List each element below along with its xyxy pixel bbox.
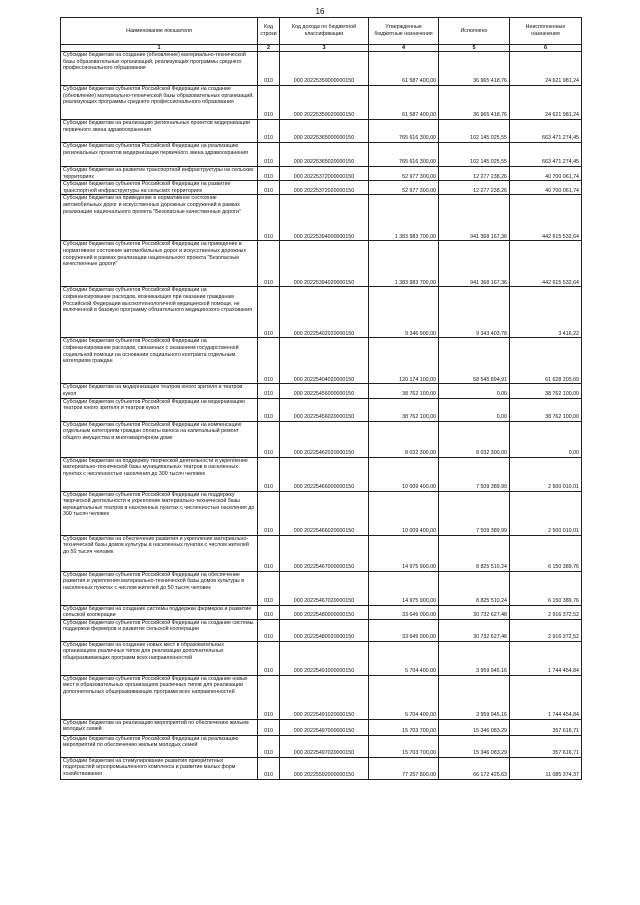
- table-row: [61, 86, 582, 120]
- row-unexecuted: 24 621 981,24: [510, 86, 582, 120]
- column-number: 6: [510, 45, 582, 52]
- row-approved: 52 977 300,00: [369, 181, 439, 195]
- row-code: 010: [258, 143, 280, 167]
- row-executed: 15 346 083,29: [439, 719, 510, 735]
- row-executed: 12 277 238,26: [439, 181, 510, 195]
- table-row: [61, 181, 582, 195]
- row-code: 010: [258, 384, 280, 398]
- row-name: Субсидии бюджетам на реализацию мероприятий по обеспечению жильем молодых семей: [61, 719, 258, 735]
- row-unexecuted: 0,00: [510, 421, 582, 457]
- row-kbk: 000 20225467000000150: [280, 535, 369, 571]
- row-name: Субсидии бюджетам субъектов Российской Федерации на приведение в нормативное состояние автомобильных дорог и искусственных дорожных сооружений в рамках реализации национального проекта "Безопасные качественные дороги": [61, 241, 258, 287]
- row-unexecuted: 2 500 010,01: [510, 457, 582, 491]
- row-unexecuted: 38 762 100,00: [510, 398, 582, 421]
- column-number-row: [61, 45, 582, 52]
- row-name: Субсидии бюджетам на приведение в нормативное состояние автомобильных дорог и искусственных дорожных сооружений в рамках реализации национального проекта "Безопасные качественные дороги": [61, 195, 258, 241]
- row-name: Субсидии бюджетам на модернизацию театров юного зрителя и театров кукол: [61, 384, 258, 398]
- row-kbk: 000 20225480000000150: [280, 605, 369, 619]
- row-name: Субсидии бюджетам на создание новых мест в образовательных организациях различных типов для реализации дополнительных общеразвивающих программ всех направленностей: [61, 641, 258, 675]
- row-name: Субсидии бюджетам субъектов Российской Федерации на реализацию региональных проектов модернизации первичного звена здравоохранения: [61, 143, 258, 167]
- row-executed: 58 545 894,91: [439, 338, 510, 384]
- row-executed: 102 145 025,55: [439, 143, 510, 167]
- row-approved: 15 703 700,00: [369, 719, 439, 735]
- row-kbk: 000 20225372000000150: [280, 167, 369, 181]
- row-unexecuted: 442 615 532,64: [510, 241, 582, 287]
- row-executed: 3 959 945,16: [439, 675, 510, 719]
- table-row: [61, 195, 582, 241]
- budget-execution-table: [60, 17, 582, 780]
- row-unexecuted: 442 615 532,64: [510, 195, 582, 241]
- row-code: 010: [258, 86, 280, 120]
- row-approved: 52 977 300,00: [369, 167, 439, 181]
- table-row: [61, 384, 582, 398]
- header-unexecuted: Неисполненные назначения: [510, 18, 582, 45]
- header-classification: Код дохода по бюджетной классификации: [280, 18, 369, 45]
- row-code: 010: [258, 52, 280, 86]
- row-code: 010: [258, 167, 280, 181]
- row-approved: 765 616 300,00: [369, 120, 439, 143]
- row-executed: 7 509 389,99: [439, 457, 510, 491]
- row-approved: 1 383 983 700,00: [369, 241, 439, 287]
- row-name: Субсидии бюджетам на реализацию региональных проектов модернизации первичного звена здравоохранения: [61, 120, 258, 143]
- row-kbk: 000 20225467020000150: [280, 571, 369, 605]
- row-unexecuted: 11 085 374,37: [510, 757, 582, 779]
- table-row: [61, 52, 582, 86]
- row-name: Субсидии бюджетам субъектов Российской Федерации на поддержку творческой деятельности и укрепление материально-технической базы муниципальных театров в населенных пунктах с численностью населения до 300 тысяч человек: [61, 491, 258, 535]
- table-row: [61, 605, 582, 619]
- row-unexecuted: 1 744 454,84: [510, 675, 582, 719]
- row-approved: 5 704 400,00: [369, 641, 439, 675]
- row-approved: 9 346 900,00: [369, 287, 439, 338]
- row-unexecuted: 2 916 372,52: [510, 619, 582, 641]
- row-unexecuted: 40 700 061,74: [510, 167, 582, 181]
- row-executed: 3 959 945,16: [439, 641, 510, 675]
- row-kbk: 000 20225394000000150: [280, 195, 369, 241]
- row-approved: 14 975 900,00: [369, 571, 439, 605]
- row-kbk: 000 20225372020000150: [280, 181, 369, 195]
- row-code: 010: [258, 195, 280, 241]
- row-name: Субсидии бюджетам субъектов Российской Федерации на создание новых мест в образовательных организациях различных типов для реализации дополнительных общеразвивающих программ всех направленностей: [61, 675, 258, 719]
- row-executed: 66 172 425,63: [439, 757, 510, 779]
- row-code: 010: [258, 675, 280, 719]
- table-row: [61, 757, 582, 779]
- row-kbk: 000 20225497020000150: [280, 735, 369, 757]
- row-approved: 61 587 400,00: [369, 86, 439, 120]
- row-kbk: 000 20225466000000150: [280, 457, 369, 491]
- row-kbk: 000 20225462020000150: [280, 421, 369, 457]
- row-code: 010: [258, 571, 280, 605]
- column-number: 3: [280, 45, 369, 52]
- table-row: [61, 457, 582, 491]
- row-executed: 30 732 627,48: [439, 619, 510, 641]
- row-unexecuted: 2 916 372,52: [510, 605, 582, 619]
- table-row: [61, 735, 582, 757]
- row-kbk: 000 20225365020000150: [280, 143, 369, 167]
- column-number: 1: [61, 45, 258, 52]
- row-code: 010: [258, 491, 280, 535]
- row-kbk: 000 20225365000000150: [280, 120, 369, 143]
- row-executed: 36 965 418,76: [439, 52, 510, 86]
- row-name: Субсидии бюджетам на создание системы поддержки фермеров и развитие сельской кооперации: [61, 605, 258, 619]
- row-approved: 1 383 983 700,00: [369, 195, 439, 241]
- row-executed: 941 368 167,36: [439, 241, 510, 287]
- row-unexecuted: 2 500 010,01: [510, 491, 582, 535]
- row-code: 010: [258, 619, 280, 641]
- row-kbk: 000 20225394020000150: [280, 241, 369, 287]
- row-code: 010: [258, 398, 280, 421]
- row-code: 010: [258, 641, 280, 675]
- row-code: 010: [258, 535, 280, 571]
- row-name: Субсидии бюджетам субъектов Российской Федерации на создание системы поддержки фермеров и развитие сельской кооперации: [61, 619, 258, 641]
- row-code: 010: [258, 181, 280, 195]
- row-approved: 33 649 000,00: [369, 619, 439, 641]
- row-executed: 0,00: [439, 384, 510, 398]
- table-header-row: [61, 18, 582, 45]
- row-code: 010: [258, 605, 280, 619]
- row-executed: 8 825 510,24: [439, 571, 510, 605]
- row-kbk: 000 20225456000000150: [280, 384, 369, 398]
- row-name: Субсидии бюджетам на создание (обновление) материально-технической базы образовательных организаций, реализующих программы среднего профессионального образования: [61, 52, 258, 86]
- row-kbk: 000 20225404020000150: [280, 338, 369, 384]
- row-kbk: 000 20225491020000150: [280, 675, 369, 719]
- row-unexecuted: 24 621 981,24: [510, 52, 582, 86]
- table-row: [61, 675, 582, 719]
- row-name: Субсидии бюджетам субъектов Российской Федерации на модернизацию театров юного зрителя и театров кукол: [61, 398, 258, 421]
- row-approved: 38 762 100,00: [369, 384, 439, 398]
- header-name: Наименование показателя: [61, 18, 258, 45]
- row-code: 010: [258, 421, 280, 457]
- row-kbk: 000 20225466020000150: [280, 491, 369, 535]
- row-code: 010: [258, 241, 280, 287]
- row-executed: 30 732 627,48: [439, 605, 510, 619]
- row-code: 010: [258, 719, 280, 735]
- row-unexecuted: 6 150 389,76: [510, 535, 582, 571]
- row-code: 010: [258, 120, 280, 143]
- row-approved: 77 257 800,00: [369, 757, 439, 779]
- row-approved: 5 704 400,00: [369, 675, 439, 719]
- row-approved: 8 032 300,00: [369, 421, 439, 457]
- row-kbk: 000 20225497000000150: [280, 719, 369, 735]
- page-number: 16: [315, 7, 325, 16]
- row-executed: 9 343 403,78: [439, 287, 510, 338]
- row-name: Субсидии бюджетам субъектов Российской Федерации на создание (обновление) материально-технической базы образовательных организаций, реализующих программы среднего профессионального образования: [61, 86, 258, 120]
- row-kbk: 000 20225502000000150: [280, 757, 369, 779]
- row-kbk: 000 20225359000000150: [280, 52, 369, 86]
- header-code: Код строки: [258, 18, 280, 45]
- row-approved: 10 009 400,00: [369, 491, 439, 535]
- row-unexecuted: 357 616,71: [510, 719, 582, 735]
- table-row: [61, 398, 582, 421]
- row-approved: 33 649 000,00: [369, 605, 439, 619]
- header-approved: Утвержденные бюджетные назначения: [369, 18, 439, 45]
- row-executed: 0,00: [439, 398, 510, 421]
- row-unexecuted: 6 150 389,76: [510, 571, 582, 605]
- row-unexecuted: 38 762 100,00: [510, 384, 582, 398]
- row-unexecuted: 357 616,71: [510, 735, 582, 757]
- row-kbk: 000 20225402020000150: [280, 287, 369, 338]
- table-row: [61, 120, 582, 143]
- table-row: [61, 571, 582, 605]
- table-row: [61, 535, 582, 571]
- row-kbk: 000 20225359020000150: [280, 86, 369, 120]
- row-unexecuted: 3 416,22: [510, 287, 582, 338]
- row-code: 010: [258, 735, 280, 757]
- table-row: [61, 143, 582, 167]
- row-executed: 941 368 167,36: [439, 195, 510, 241]
- row-executed: 15 346 083,29: [439, 735, 510, 757]
- row-approved: 38 762 100,00: [369, 398, 439, 421]
- row-unexecuted: 1 744 454,84: [510, 641, 582, 675]
- row-name: Субсидии бюджетам субъектов Российской Федерации на развитие транспортной инфраструктуры на сельских территориях: [61, 181, 258, 195]
- row-code: 010: [258, 457, 280, 491]
- table-row: [61, 719, 582, 735]
- table-row: [61, 491, 582, 535]
- column-number: 5: [439, 45, 510, 52]
- row-kbk: 000 20225480020000150: [280, 619, 369, 641]
- table-row: [61, 167, 582, 181]
- row-approved: 120 174 100,00: [369, 338, 439, 384]
- row-kbk: 000 20225491000000150: [280, 641, 369, 675]
- row-executed: 102 145 025,55: [439, 120, 510, 143]
- row-code: 010: [258, 287, 280, 338]
- row-unexecuted: 663 471 274,45: [510, 120, 582, 143]
- row-name: Субсидии бюджетам субъектов Российской Федерации на компенсацию отдельным категориям граждан оплаты взноса на капитальный ремонт общего имущества в многоквартирном доме: [61, 421, 258, 457]
- row-kbk: 000 20225456020000150: [280, 398, 369, 421]
- column-number: 4: [369, 45, 439, 52]
- row-unexecuted: 663 471 274,45: [510, 143, 582, 167]
- row-name: Субсидии бюджетам на стимулирование развития приоритетных подотраслей агропромышленного комплекса и развитие малых форм хозяйствования: [61, 757, 258, 779]
- row-approved: 765 616 300,00: [369, 143, 439, 167]
- row-name: Субсидии бюджетам на развитие транспортной инфраструктуры на сельских территориях: [61, 167, 258, 181]
- header-executed: Исполнено: [439, 18, 510, 45]
- table-row: [61, 241, 582, 287]
- table-row: [61, 338, 582, 384]
- row-approved: 14 975 900,00: [369, 535, 439, 571]
- table-row: [61, 619, 582, 641]
- row-executed: 7 509 389,99: [439, 491, 510, 535]
- row-approved: 10 009 400,00: [369, 457, 439, 491]
- row-name: Субсидии бюджетам субъектов Российской Федерации на софинансирование расходов, возникающих при оказании гражданам Российской Федерации высокотехнологичной медицинской помощи, не включенной в базовую программу обязательного медицинского страхования: [61, 287, 258, 338]
- row-executed: 8 825 510,24: [439, 535, 510, 571]
- table-row: [61, 421, 582, 457]
- row-code: 010: [258, 338, 280, 384]
- row-unexecuted: 61 628 205,09: [510, 338, 582, 384]
- row-approved: 61 587 400,00: [369, 52, 439, 86]
- row-unexecuted: 40 700 061,74: [510, 181, 582, 195]
- row-code: 010: [258, 757, 280, 779]
- row-executed: 36 965 418,76: [439, 86, 510, 120]
- column-number: 2: [258, 45, 280, 52]
- row-name: Субсидии бюджетам субъектов Российской Федерации на софинансирование расходов, связанных с оказанием государственной социальной помощи на основании социального контракта отдельным категориям граждан: [61, 338, 258, 384]
- row-executed: 8 032 300,00: [439, 421, 510, 457]
- row-name: Субсидии бюджетам на поддержку творческой деятельности и укрепление материально-технической базы муниципальных театров в населенных пунктах с численностью населения до 300 тысяч человек: [61, 457, 258, 491]
- row-executed: 12 277 238,26: [439, 167, 510, 181]
- row-approved: 15 703 700,00: [369, 735, 439, 757]
- row-name: Субсидии бюджетам субъектов Российской Федерации на обеспечение развития и укрепления материально-технической базы домов культуры в населенных пунктах с числом жителей до 50 тысяч человек: [61, 571, 258, 605]
- row-name: Субсидии бюджетам на обеспечение развития и укрепления материально-технической базы домов культуры в населенных пунктах с числом жителей до 50 тысяч человек: [61, 535, 258, 571]
- row-name: Субсидии бюджетам субъектов Российской Федерации на реализацию мероприятий по обеспечению жильем молодых семей: [61, 735, 258, 757]
- table-body: [61, 52, 582, 780]
- table-row: [61, 641, 582, 675]
- table-row: [61, 287, 582, 338]
